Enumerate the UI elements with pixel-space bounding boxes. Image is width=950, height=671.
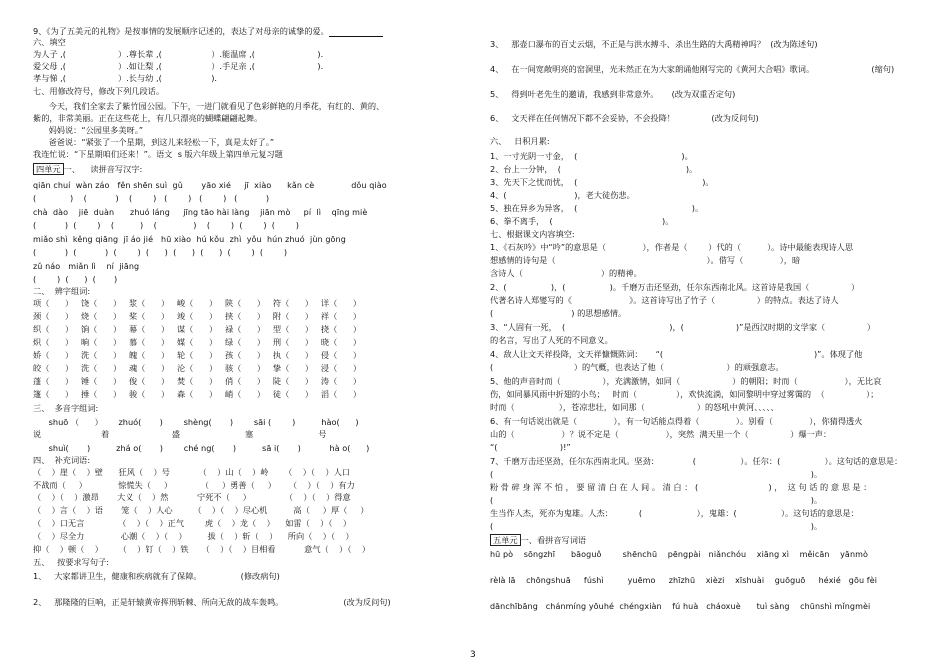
left-line: 蓬（ ） 锤（ ） 俊（ ） 焚（ ） 俏（ ） 陡（ ） 涛（ ） bbox=[33, 376, 362, 386]
right-line: 4、敌人让文天祥投降，文天祥慷慨陈词： “( )”。体现了他 bbox=[490, 349, 863, 359]
right-line: 6、有一句话说出就是（ ），有一句话能点得着（ ）。别看（ ），你猜得透火 bbox=[490, 416, 863, 426]
left-line: shuì( ) zhá o( ) ché ng( ) sā i( ) hà o( ) bbox=[33, 443, 370, 453]
left-line: 抑（ ）顿（ ） （ ）钉（ ）铁 （ ）（ ）目相看 意气（ ）（ ） bbox=[33, 544, 371, 554]
page-number: 3 bbox=[470, 650, 476, 660]
left-line: 说 着 盛 塞 号 bbox=[33, 429, 327, 439]
left-line: （ ）口无言 （ ）（ ）正气 虎（ ）龙（ ） 如雷（ ）（ ） bbox=[33, 518, 352, 528]
right-line: 5、他的声音时而（ ），充满激情，如同（ ）的朝阳；时而（ ），无比哀 bbox=[490, 376, 882, 386]
right-line: 想感情的诗句是（ ）。借写（ ），暗 bbox=[490, 255, 801, 265]
right-line: 5、独在异乡为异客， ( )。 bbox=[490, 203, 704, 213]
left-line: 9、《为了五美元的礼物》是按事情的发展顺序记述的，表达了对母亲的诚挚的爱。 bbox=[33, 26, 383, 37]
left-line: 项（ ） 饶（ ） 浆（ ） 峻（ ） 陕（ ） 符（ ） 详（ ） bbox=[33, 298, 362, 308]
right-line: ( ）的气概，也表达了他（ ）的顽强意志。 bbox=[490, 362, 784, 372]
left-line bbox=[33, 164, 142, 175]
right-line: 生当作人杰，死亦为鬼雄。人杰： ( ），鬼雄：( ）。这句话的意思是： bbox=[490, 508, 859, 518]
left-line: （ ）言（ ）语 笼（ ）人心 （ ）（ ）尽心机 高（ ）厚（ ） bbox=[33, 505, 369, 515]
left-line: chà dào jiē duàn zhuó láng jīng tāo hài làng jiān mò pí lì qīng miè bbox=[33, 208, 368, 217]
right-line: 2、台上一分钟， ( )。 bbox=[490, 164, 698, 174]
left-line: 爸爸说：“紧张了一个星期，到这儿来轻松一下，真是太好了。” bbox=[33, 137, 275, 147]
left-line: 娇（ ） 洗（ ） 魄（ ） 轮（ ） 孩（ ） 执（ ） 侵（ ） bbox=[33, 350, 362, 360]
left-line: 二、 辨字组词: bbox=[33, 286, 91, 296]
left-line: （ ）尽全力 心潮（ ）（ ） 拔（ ）斩（ ） 所向（ ）（ ） bbox=[33, 531, 354, 541]
left-line: 爱父母 ,( ）.如让梨 ,( ）.手足亲 ,( ). bbox=[33, 61, 324, 71]
right-line: 六、 日积月累: bbox=[490, 136, 550, 146]
right-line: 时而（ ），苍凉悲壮，如同那（ ）的怒吼中黄河、、、、、 bbox=[490, 402, 779, 412]
right-line: 6、拳不离手， ( )。 bbox=[490, 216, 674, 226]
left-line: zǔ náo miǎn lì ní jiāng bbox=[33, 262, 140, 271]
right-line: 4、 在一间宽敞明亮的窑洞里，光未然正在为大家朗诵他刚写完的《黄河大合唱》歌词。 (缩句) bbox=[490, 64, 895, 74]
left-line: 颈（ ） 烧（ ） 桨（ ） 竣（ ） 挟（ ） 附（ ） 祥（ ） bbox=[33, 311, 362, 321]
right-line: 1、一寸光阴一寸金， ( )。 bbox=[490, 151, 693, 161]
left-line: 1、 大家都讲卫生，健康和疾病就有了保障。 (修改病句) bbox=[33, 571, 280, 581]
left-line: 织（ ） 饷（ ） 幕（ ） 谋（ ） 禄（ ） 型（ ） 挠（ ） bbox=[33, 324, 362, 334]
right-line: 5、 得到叶老先生的邀请，我感到非常意外。 (改为双重否定句) bbox=[490, 89, 736, 99]
left-line: 紫的，非常美丽。正在这些花上，有几只漂亮的蝴蝶翩翩起舞。 bbox=[33, 113, 263, 123]
left-line: 今天，我们全家去了紫竹园公园。下午，一进门就看见了色彩鲜艳的月季花，有红的、黄的、 bbox=[33, 101, 385, 111]
left-line: 孝与悌 ,( ）.长与幼 ,( ). bbox=[33, 73, 218, 83]
right-line: 3、先天下之忧而忧， ( )。 bbox=[490, 177, 714, 187]
left-line: 七、用修改符号，修改下列几段话。 bbox=[33, 86, 165, 96]
answer-underline bbox=[329, 28, 383, 37]
left-line: 皎（ ） 洗（ ） 魂（ ） 沦（ ） 骇（ ） 挚（ ） 浸（ ） bbox=[33, 363, 362, 373]
left-line: 2、 那隆隆的巨响，正是轩辕黄帝挥刑斩棘、所向无敌的战车轰鸣。 (改为反问句) bbox=[33, 597, 391, 607]
right-line: hū pò sōngzhī bāoguǒ shēnchū pēngpài niǎnchóu xiāng xì měicān yānmò bbox=[490, 550, 868, 559]
right-line: 代著名诗人郑燮写的《 》。这首诗写出了竹子（ ）的特点。表达了诗人 bbox=[490, 295, 839, 305]
left-line: shuō （ ） zhuó( ) shèng( ) sāi ( ) hào( ) bbox=[33, 417, 359, 427]
line-text: 一、 读拼音写汉字: bbox=[63, 164, 143, 174]
left-line: miǎo shì kěng qiāng jī áo jié hū xiào hú kǒu zhì yǒu hún zhuó jùn gōng bbox=[33, 235, 346, 244]
right-line: “( )!” bbox=[490, 442, 571, 452]
right-line: rèlà lā chōngshuā fúshì yuēmo zhīzhū xièzi xīshuài guōguō héxié gōu fèi bbox=[490, 576, 878, 585]
right-line: ( )。 bbox=[490, 495, 823, 505]
left-line: 不战而（ ） 惊慌失（ ） （ ）勇善（ ） （ ）（ ）有力 bbox=[33, 480, 355, 490]
left-line: ( ) ( ) ( ) ( ) ( ) ( ) ( ) bbox=[33, 220, 299, 230]
right-line: 3、“人固有一死， ( )，( )”是西汉时期的文学家（ ） bbox=[490, 322, 876, 332]
left-line: 妈妈说：“公园里多美呀。” bbox=[33, 125, 144, 135]
left-line: 四、 补充词语: bbox=[33, 455, 91, 465]
right-line: 3、 那壶口瀑布的百丈云烟，不正是与洪水搏斗、杀出生路的大禹精神吗？ (改为陈述句) bbox=[490, 39, 818, 49]
right-line: ( ) 的思想感情。 bbox=[490, 308, 627, 318]
right-line bbox=[490, 535, 586, 546]
right-line: 七、根据课文内容填空: bbox=[490, 229, 575, 239]
right-line: 粉 骨 碎 身 浑 不 怕 ， 要 留 清 白 在 人 间 。 清 白 ： ( ) ， 这 句 话 的 意 思 是 ： bbox=[490, 482, 872, 492]
right-line: ( )。 bbox=[490, 469, 823, 479]
right-line: 山的（ ）？说不定是（ ），突然 满天里一个（ ）爆一声： bbox=[490, 429, 832, 439]
left-line: （ ）（ ）激昂 大义（ ）然 宁死不（ ） （ ）（ ）得意 bbox=[33, 492, 351, 502]
right-line: 4、( )，老大徒伤悲。 bbox=[490, 190, 635, 200]
right-line: 伤，如同暴风雨中折翅的小鸟； 时而（ ），欢快流淌，如同黎明中穿过雾霭的 （ ）； bbox=[490, 389, 879, 399]
left-line: 六、填空 bbox=[33, 37, 66, 47]
left-line: 篷（ ） 捶（ ） 骏（ ） 森（ ） 峭（ ） 徒（ ） 滔（ ） bbox=[33, 389, 362, 399]
right-line: 1、《石灰吟》中“吟”的意思是（ ），作者是（ ）代的（ ）。诗中最能表现诗人思 bbox=[490, 242, 854, 252]
left-line: ( ) ( ) ( ) ( ) ( ) ( ) bbox=[33, 193, 270, 203]
right-line: 6、 文天祥在任何情况下都不会妥协，不会投降！ (改为反问句) bbox=[490, 113, 759, 123]
left-line: 五、 按要求写句子: bbox=[33, 557, 110, 567]
left-line: ( ) ( ) ( ) bbox=[33, 274, 118, 284]
right-line: 7、千磨万击还坚劲，任尔东西南北风。坚劲： ( ）。任尔：( ）。这句话的意思是： bbox=[490, 456, 903, 466]
right-line: dānchībāng chánmíng yōuhé chéngxiàn fú huà cháoxuè tuì sàng chūnshì mǐngmèi bbox=[490, 602, 871, 611]
right-line: ( )。 bbox=[490, 521, 823, 531]
right-line: 的名言，写出了人死的不同意义。 bbox=[490, 335, 613, 345]
line-text: 一、看拼音写词语 bbox=[520, 535, 587, 545]
left-line: 炽（ ） 晌（ ） 慕（ ） 媒（ ） 绿（ ） 刑（ ） 晓（ ） bbox=[33, 337, 362, 347]
left-line: 我连忙说：“下星期咱们还来！”。语文 s 版六年级上第四单元复习题 bbox=[33, 149, 283, 159]
left-line: qiān chuí wàn záo fěn shēn suì gǔ yāo xié jī xiào kǎn cè dǒu qiào bbox=[33, 181, 387, 190]
left-line: 三、 多音字组词: bbox=[33, 403, 99, 413]
section-label: 五单元 bbox=[490, 534, 521, 546]
left-line: （ ）崖（ ）壁 狂风（ ）号 （ ）山（ ）岭 （ ）（ ）人口 bbox=[33, 467, 350, 477]
right-line: 2、( )，( )。千磨万击还坚劲，任尔东西南北风。这首诗是我国（ ） bbox=[490, 282, 860, 292]
left-line: 为人子 ,( ）.尊长辈 ,( ）.能温席 ,( ). bbox=[33, 49, 324, 59]
left-line: ( ) ( ) ( ) ( ) ( ) ( ) ( ) ( ) bbox=[33, 247, 288, 257]
section-label: 四单元 bbox=[33, 163, 64, 175]
right-line: 含诗人（ ）的精神。 bbox=[490, 268, 642, 278]
